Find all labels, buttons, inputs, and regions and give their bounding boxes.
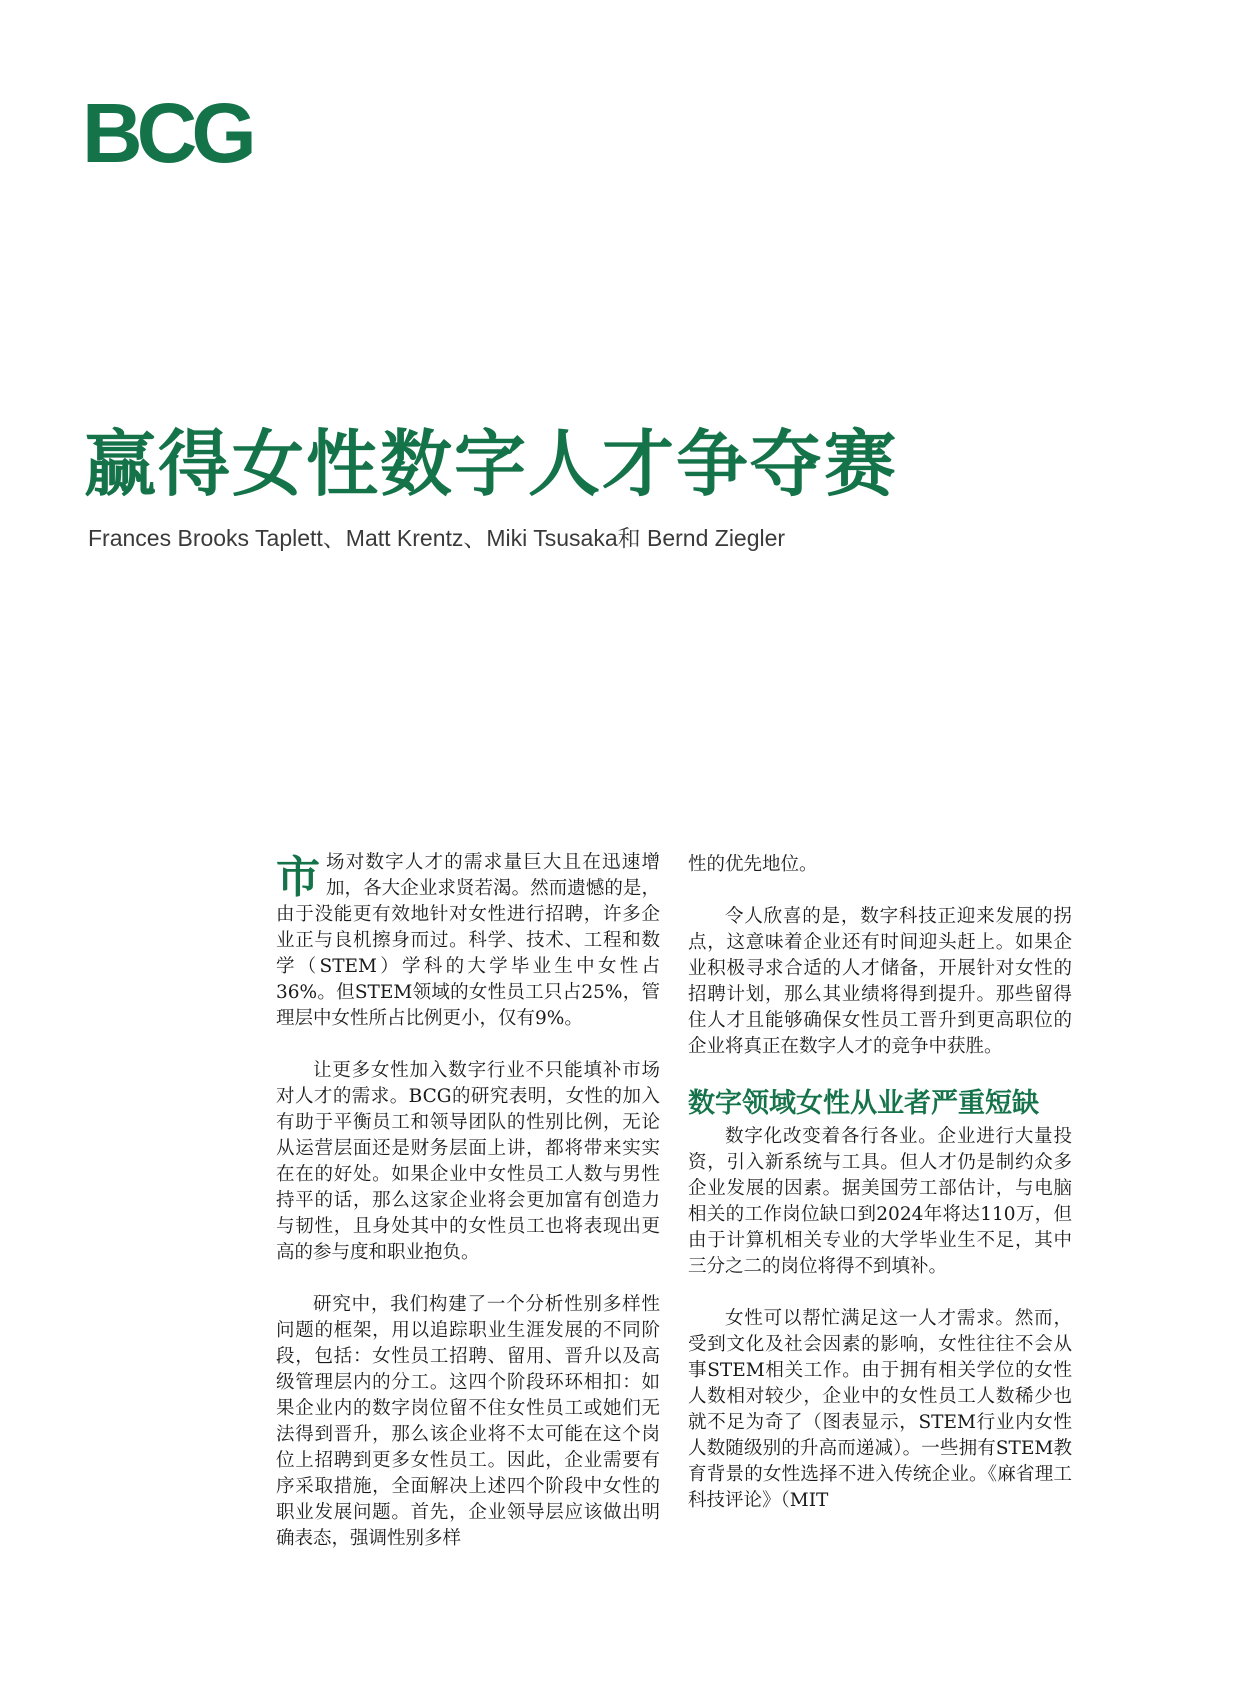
body-paragraph: 研究中，我们构建了一个分析性别多样性问题的框架，用以追踪职业生涯发展的不同阶段，包括：女性员工招聘、留用、晋升以及高级管理层内的分工。这四个阶段环环相扣：如果企业内的数字岗位留不住女性员工或她们无法得到晋升，那么该企业将不太可能在这个岗位上招聘到更多女性员工。因此，企业需要有序采取措施，全面解决上述四个阶段中女性的职业发展问题。首先，企业领导层应该做出明确表态，强调性别多样 (276, 1294, 660, 1549)
continued-paragraph: 性的优先地位。 (688, 854, 818, 875)
intro-paragraph (276, 850, 660, 1032)
body-paragraph: 数字化改变着各行各业。企业进行大量投资，引入新系统与工具。但人才仍是制约众多企业发展的因素。据美国劳工部估计，与电脑相关的工作岗位缺口到2024年将达110万，但由于计算机相关专业的大学毕业生不足，其中三分之二的岗位将得不到填补。 (688, 1126, 1072, 1277)
intro-paragraph-text: 场对数字人才的需求量巨大且在迅速增加，各大企业求贤若渴。然而遗憾的是，由于没能更有效地针对女性进行招聘，许多企业正与良机擦身而过。科学、技术、工程和数学（STEM）学科的大学毕业生中女性占36%。但STEM领域的女性员工只占25%，管理层中女性所占比例更小，仅有9%。 (276, 852, 660, 1029)
section-heading: 数字领域女性从业者严重短缺 (688, 1088, 1039, 1119)
page-title: 赢得女性数字人才争夺赛 (84, 421, 899, 506)
left-column (276, 850, 660, 1578)
svg-text:BCG: BCG (82, 96, 251, 176)
drop-cap: 市 (276, 852, 320, 903)
authors-line: Frances Brooks Taplett、Matt Krentz、Miki Tsusaka和 Bernd Ziegler (88, 525, 786, 551)
body-paragraph: 让更多女性加入数字行业不只能填补市场对人才的需求。BCG的研究表明，女性的加入有助于平衡员工和领导团队的性别比例，无论从运营层面还是财务层面上讲，都将带来实实在在的好处。如果企业中女性员工人数与男性持平的话，那么这家企业将会更加富有创造力与韧性，且身处其中的女性员工也将表现出更高的参与度和职业抱负。 (276, 1060, 660, 1263)
body-paragraph: 令人欣喜的是，数字科技正迎来发展的拐点，这意味着企业还有时间迎头赶上。如果企业积极寻求合适的人才储备，开展针对女性的招聘计划，那么其业绩将得到提升。那些留得住人才且能够确保女性员工晋升到更高职位的企业将真正在数字人才的竞争中获胜。 (688, 906, 1072, 1057)
bcg-logo (82, 96, 262, 176)
body-paragraph: 女性可以帮忙满足这一人才需求。然而，受到文化及社会因素的影响，女性往往不会从事STEM相关工作。由于拥有相关学位的女性人数相对较少，企业中的女性员工人数稀少也就不足为奇了（图表显示，STEM行业内女性人数随级别的升高而递减）。一些拥有STEM教育背景的女性选择不进入传统企业。《麻省理工科技评论》（MIT (688, 1308, 1072, 1511)
right-column (688, 852, 1072, 1540)
